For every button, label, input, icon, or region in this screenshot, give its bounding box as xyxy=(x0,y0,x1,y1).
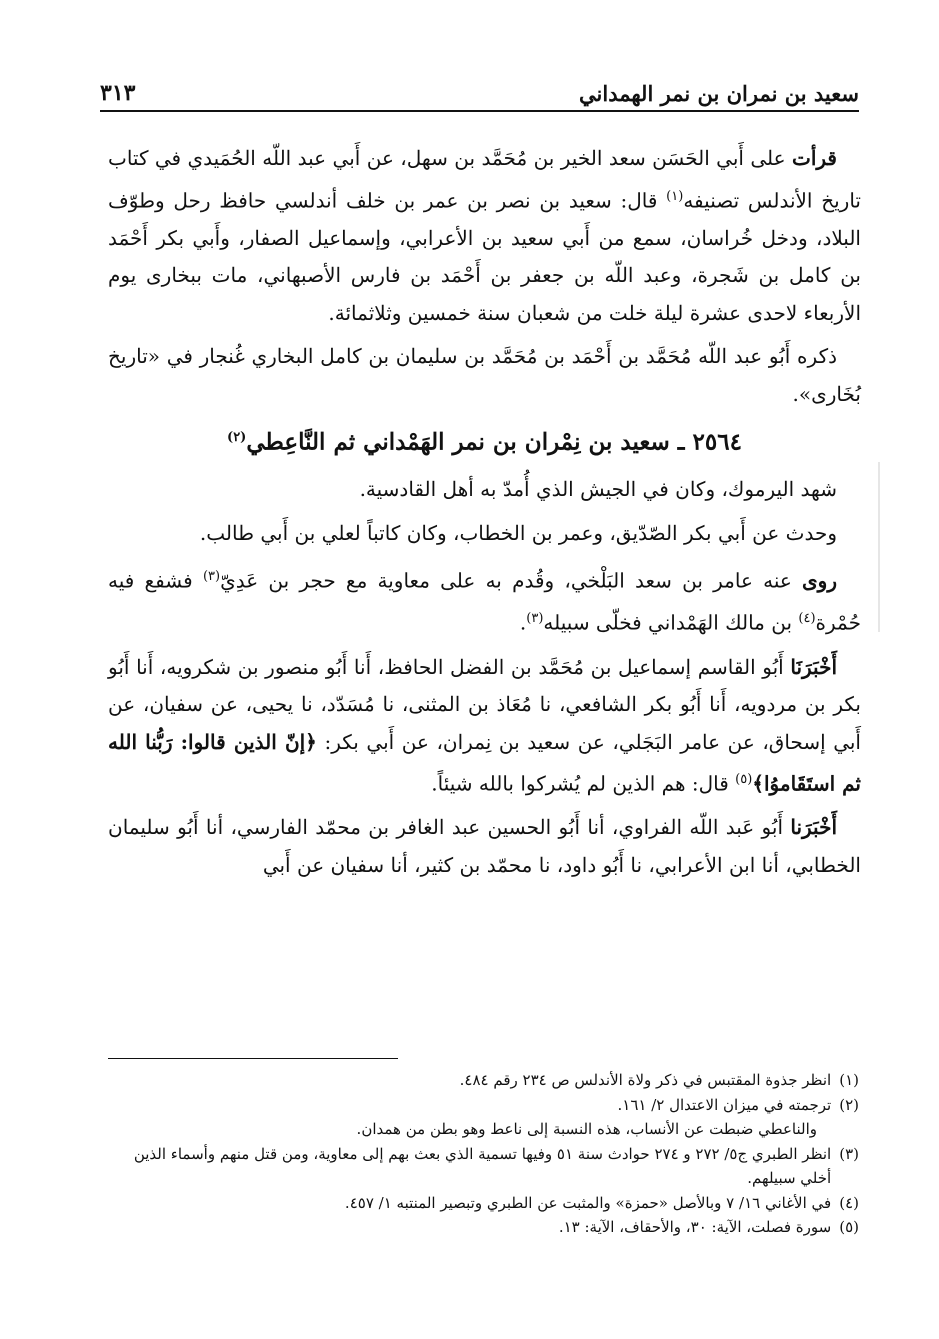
paragraph-1 xyxy=(108,140,861,332)
footnote-4 xyxy=(108,1191,859,1216)
footnote-2-continuation: والناعطي ضبطت عن الأنساب، هذه النسبة إلى ناعط وهو بطن من همدان. xyxy=(356,1120,817,1138)
paragraph-7 xyxy=(108,809,861,884)
footnote-2 xyxy=(108,1093,859,1118)
footnote-text: سورة فصلت، الآية: ٣٠، والأحقاف، الآية: ١٣. xyxy=(558,1218,832,1236)
running-head: سعيد بن نمران بن نمر الهمداني xyxy=(579,81,859,106)
paragraph-text: أَبُو عَبد اللّه الفراوي، أنا أَبُو الحسين عبد الغافر بن محمّد الفارسي، أنا أَبُو سليمان الخطابي، أنا ابن الأعرابي، نا أَبُو داود، نا محمّد بن كثير، أنا سفيان عن أَبي xyxy=(108,815,861,877)
main-text xyxy=(108,140,861,890)
heading-text: ٢٥٦٤ ـ سعيد بن نِمْران بن نمر الهَمْداني ثم النَّاعِطي xyxy=(246,428,742,456)
quran-quote: ﴿إنّ الذين قالوا: رَبُّنا الله ثم استَقَاموُا﴾ xyxy=(108,729,861,796)
footnote-3 xyxy=(108,1142,859,1191)
footnote-number: (٣) xyxy=(839,1144,859,1163)
paragraph-text: أَبُو القاسم إسماعيل بن مُحَمَّد بن الفضل الحافظ، أَنا أَبُو منصور بن شكرويه، أَنا أَبُو بكر بن مردويه، أَنا أَبُو بكر الشافعي، نا مُعَاذ بن المثنى، نا مُسَدّد، نا يحيى، عن سفيان، عن أَبي إسحاق، عن عامر البَجَلي، عن سعيد بن نِمران، عن أَبي بكر: xyxy=(108,654,861,754)
paragraph-3: شهد اليرموك، وكان في الجيش الذي أُمدّ به أهل القادسية. xyxy=(359,477,837,502)
margin-mark xyxy=(878,462,880,632)
paragraph-text: بن مالك الهَمْداني فخلّى سبيله xyxy=(543,611,799,636)
paragraph-text: قال: سعيد بن نصر بن عمر بن خلف أندلسي حافظ رحل وطوّف البلاد، ودخل خُراسان، سمع من أَبي سعيد بن الأعرابي، وإسماعيل الصفار، وأَبي بكر أَحْمَد بن كامل بن شَجرة، وعبد اللّه بن جعفر بن أَحْمَد بن فارس الأصبهاني، مات ببخارى يوم الأربعاء لاحدى عشرة ليلة خلت من شعبان سنة خمسين وثلاثمائة. xyxy=(108,188,861,325)
paragraph-lead: قرأت xyxy=(792,146,837,170)
paragraph-text: على أَبي الحَسَن سعد الخير بن مُحَمَّد بن سهل، عن أَبي عبد اللّه الحُمَيدي في كتاب تاريخ الأندلس تصنيفه xyxy=(108,146,862,213)
footnote-ref: (٥) xyxy=(735,772,753,788)
footnote-ref: (٢) xyxy=(227,430,247,446)
entry-heading xyxy=(108,419,861,461)
footnote-text: انظر جذوة المقتبس في ذكر ولاة الأندلس ص ٢٣٤ رقم ٤٨٤. xyxy=(459,1071,832,1089)
footnote-number: (٢) xyxy=(839,1095,859,1114)
paragraph-text: . xyxy=(519,611,527,636)
paragraph-lead: روى xyxy=(802,568,837,593)
footnote-number: (٤) xyxy=(839,1193,859,1212)
paragraph-lead: أَخْبَرَنا xyxy=(790,815,837,840)
footnote-number: (٥) xyxy=(839,1218,859,1236)
footnote-text: في الأغاني ١٦/ ٧ وبالأصل «حمزة» والمثبت عن الطبري وتبصير المنتبه ١/ ٤٥٧. xyxy=(344,1193,832,1212)
paragraph-2: ذكره أَبُو عبد اللّه مُحَمَّد بن أَحْمَد بن مُحَمَّد بن سليمان بن كامل البخاري غُنجار في «تاريخ بُخَارى». xyxy=(108,344,861,406)
footnote-divider xyxy=(108,1058,398,1059)
paragraph-lead: أَخْبَرَنَا xyxy=(790,654,837,679)
paragraph-text: فشفع فيه حُمْرة xyxy=(108,568,861,636)
footnote-text: ترجمته في ميزان الاعتدال ٢/ ١٦١. xyxy=(617,1095,832,1114)
footnotes xyxy=(108,1068,859,1240)
footnote-ref: (١) xyxy=(666,188,684,204)
footnote-1 xyxy=(108,1068,859,1093)
footnote-text: انظر الطبري ج٥/ ٢٧٢ و ٢٧٤ حوادث سنة ٥١ وفيها تسمية الذي بعث بهم إلى معاوية، ومن قتل منهم وأسماء الذين أخلي سبيلهم. xyxy=(133,1144,832,1187)
page-header xyxy=(100,66,859,112)
paragraph-6 xyxy=(108,649,861,804)
paragraph-5 xyxy=(108,558,861,642)
paragraph-text: عنه عامر بن سعد البَلْخي، وقُدم به على معاوية مع حجر بن عَدِيّ xyxy=(220,568,803,593)
footnote-number: (١) xyxy=(839,1071,859,1089)
footnote-ref: (٣) xyxy=(526,611,544,627)
paragraph-text: قال: هم الذين لم يُشركوا بالله شيئاً. xyxy=(431,771,736,796)
page-number: ٣١٣ xyxy=(100,80,136,106)
paragraph-4: وحدث عن أَبي بكر الصّدّيق، وعمر بن الخطاب، وكان كاتباً لعلي بن أَبي طالب. xyxy=(199,520,837,545)
footnote-5 xyxy=(108,1215,859,1240)
footnote-ref: (٤) xyxy=(798,611,816,627)
footnote-ref: (٣) xyxy=(202,569,221,585)
